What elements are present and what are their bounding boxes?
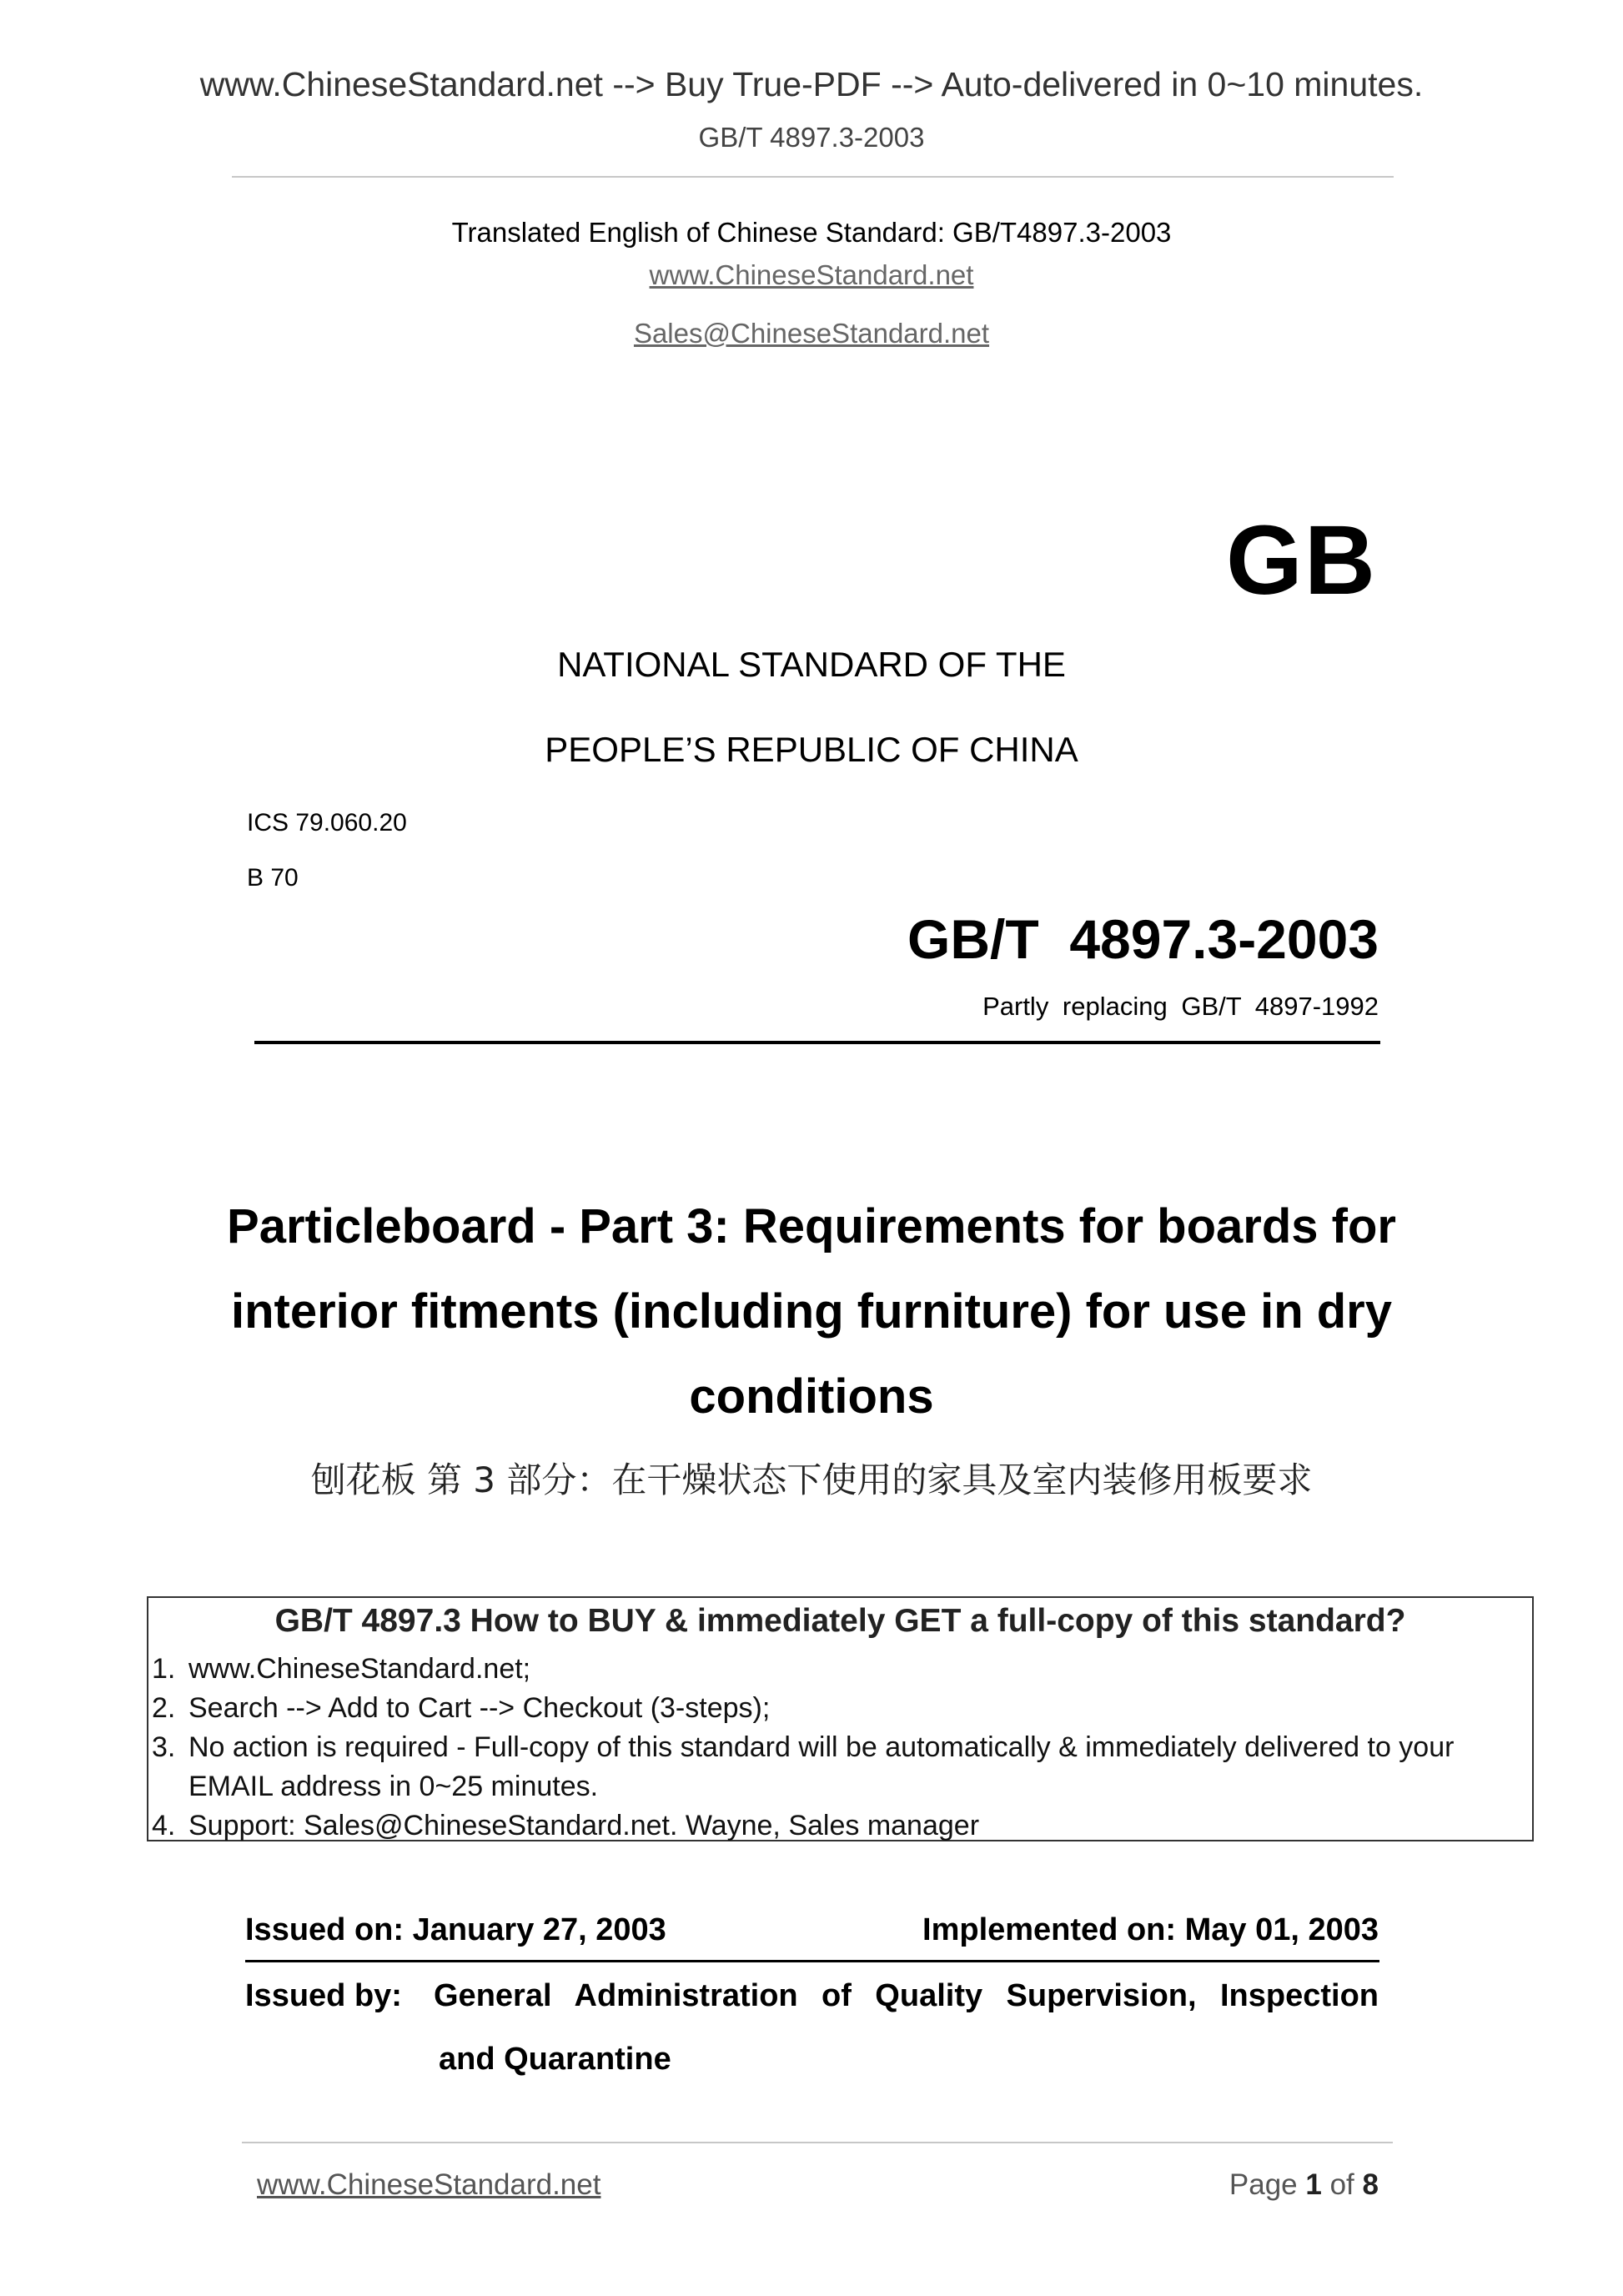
site-link[interactable]: www.ChineseStandard.net bbox=[649, 259, 974, 290]
page-label: Page bbox=[1229, 2168, 1298, 2201]
translation-line: Translated English of Chinese Standard: GB/T4897.3-2003 bbox=[451, 217, 1172, 248]
step-text: Support: Sales@ChineseStandard.net. Wayne, Sales manager bbox=[188, 1810, 980, 1841]
implemented-on-date: Implemented on: May 01, 2003 bbox=[922, 1912, 1379, 1947]
purchase-step bbox=[148, 1806, 1532, 1846]
purchase-step bbox=[148, 1689, 1532, 1728]
email-link[interactable]: Sales@ChineseStandard.net bbox=[633, 318, 990, 349]
step-number: 3. bbox=[152, 1731, 176, 1763]
footer-divider bbox=[242, 2142, 1393, 2143]
issuing-authority: General Administration of Quality Supervision, Inspection bbox=[434, 1978, 1379, 2013]
site-link-container bbox=[0, 259, 1623, 291]
document-title-chinese: 刨花板 第 3 部分：在干燥状态下使用的家具及室内装修用板要求 bbox=[310, 1459, 1313, 1500]
national-standard-line-1: NATIONAL STANDARD OF THE bbox=[557, 645, 1066, 684]
purchase-heading: GB/T 4897.3 How to BUY & immediately GET a full-copy of this standard? bbox=[274, 1603, 1406, 1639]
top-banner: www.ChineseStandard.net --> Buy True-PDF --> Auto-delivered in 0~10 minutes. bbox=[199, 65, 1424, 103]
issuance-divider bbox=[245, 1960, 1379, 1962]
current-page: 1 bbox=[1305, 2168, 1322, 2201]
header-standard-code: GB/T 4897.3-2003 bbox=[698, 122, 925, 153]
issued-on-date: Issued on: January 27, 2003 bbox=[245, 1912, 666, 1947]
purchase-info-box bbox=[147, 1596, 1534, 1841]
ics-code: ICS 79.060.20 bbox=[247, 809, 407, 837]
purchase-step bbox=[148, 1728, 1532, 1806]
standard-number-divider bbox=[254, 1041, 1380, 1044]
standard-number: GB/T 4897.3-2003 bbox=[907, 908, 1379, 970]
step-number: 1. bbox=[152, 1653, 176, 1685]
purchase-steps bbox=[148, 1650, 1532, 1846]
step-text: www.ChineseStandard.net; bbox=[188, 1653, 531, 1685]
step-number: 4. bbox=[152, 1810, 176, 1841]
step-text: Search --> Add to Cart --> Checkout (3-steps); bbox=[188, 1692, 771, 1724]
step-number: 2. bbox=[152, 1692, 176, 1724]
page-indicator bbox=[1229, 2168, 1379, 2202]
national-standard-line-2: PEOPLE’S REPUBLIC OF CHINA bbox=[545, 730, 1078, 769]
step-text: No action is required - Full-copy of this standard will be automatically & immediately delivered to your EMAIL address in 0~25 minutes. bbox=[188, 1731, 1455, 1802]
document-title-english: Particleboard - Part 3: Requirements for boards for interior fitments (including furniture) for use in dry conditions bbox=[227, 1199, 1396, 1424]
gb-logo: GB bbox=[1226, 505, 1377, 615]
replacing-note: Partly replacing GB/T 4897-1992 bbox=[982, 992, 1379, 1021]
header-divider bbox=[232, 176, 1394, 178]
page-of-label: of bbox=[1329, 2168, 1354, 2201]
footer-site-link[interactable]: www.ChineseStandard.net bbox=[257, 2168, 601, 2201]
email-link-container bbox=[0, 318, 1623, 349]
issuing-authority-continued: and Quarantine bbox=[439, 2042, 671, 2077]
issued-by-label: Issued by: bbox=[245, 1978, 402, 2013]
purchase-step bbox=[148, 1650, 1532, 1689]
ccs-code: B 70 bbox=[247, 864, 299, 892]
total-pages: 8 bbox=[1362, 2168, 1379, 2201]
